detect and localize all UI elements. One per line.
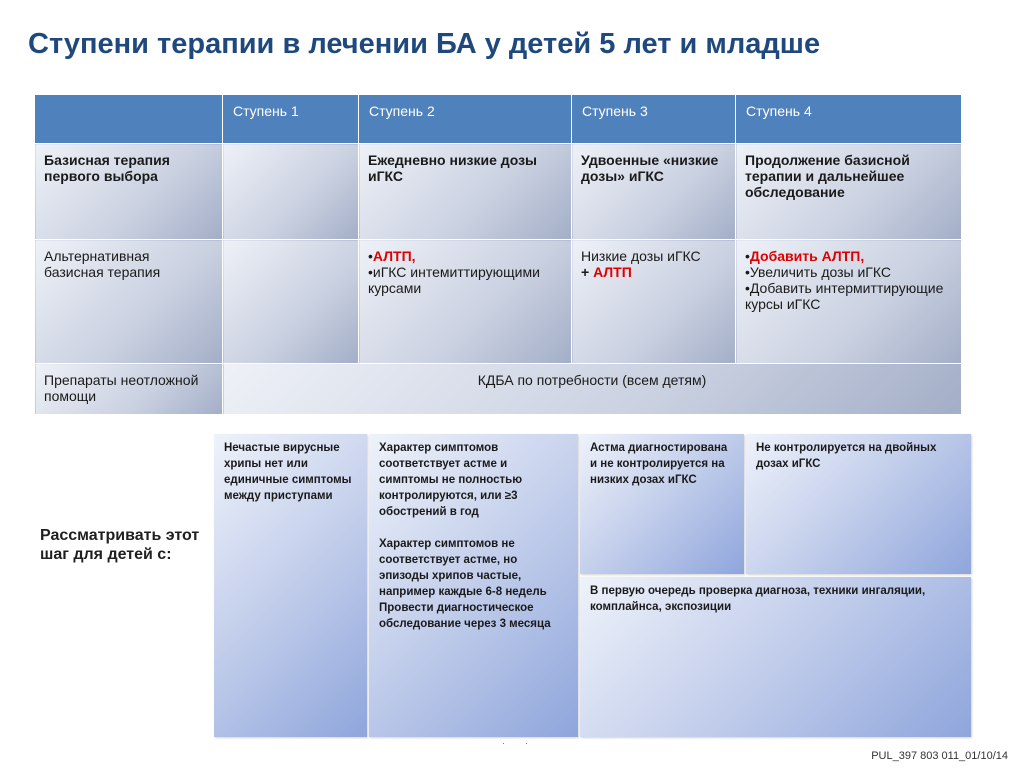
footer-code: PUL_397 803 011_01/10/14 bbox=[871, 750, 1008, 762]
step3-altp-text: АЛТП bbox=[593, 264, 632, 280]
row2-step1-cell bbox=[223, 240, 359, 364]
step3-plus-sign: + bbox=[581, 264, 594, 280]
table-row bbox=[35, 240, 962, 364]
row1-step2-cell: Ежедневно низкие дозы иГКС bbox=[359, 144, 572, 240]
consider-step2-text-b: Характер симптомов не соответствует астме, но эпизоды хрипов частые, например каждые 6-8 недель Провести диагностическое обследование через 3 месяца bbox=[379, 538, 551, 630]
header-step-3: Ступень 3 bbox=[572, 95, 736, 144]
consider-step-label: Рассматривать этот шаг для детей с: bbox=[40, 527, 200, 563]
page-title: Ступени терапии в лечении БА у детей 5 лет и младше bbox=[28, 28, 821, 60]
row-label-alternative: Альтернативная базисная терапия bbox=[35, 240, 223, 364]
header-step-2: Ступень 2 bbox=[359, 95, 572, 144]
consider-step4-box bbox=[746, 434, 971, 574]
step4-add-altp-text: Добавить АЛТП, bbox=[749, 248, 865, 264]
row3-kdba-cell: КДБА по потребности (всем детям) bbox=[223, 364, 962, 415]
header-step-4: Ступень 4 bbox=[736, 95, 962, 144]
table-row bbox=[35, 364, 962, 415]
first-check-box bbox=[580, 577, 971, 737]
consider-step3-text: Астма диагностирована и не контролируется на низких дозах иГКС bbox=[590, 442, 728, 486]
row1-step1-cell bbox=[223, 144, 359, 240]
table-header-row bbox=[35, 95, 962, 144]
consider-step2-box bbox=[369, 434, 578, 737]
consider-step1-text: Нечастые вирусные хрипы нет или единичные симптомы между приступами bbox=[224, 442, 352, 502]
row2-step2-cell bbox=[359, 240, 572, 364]
header-step-1: Ступень 1 bbox=[223, 95, 359, 144]
therapy-steps-table bbox=[34, 94, 962, 415]
step3-low-dose-text: Низкие дозы иГКС bbox=[581, 248, 701, 264]
step2-igks-text: иГКС интемиттирующими курсами bbox=[368, 264, 540, 296]
consider-step3-box bbox=[580, 434, 744, 574]
row-label-emergency: Препараты неотложной помощи bbox=[35, 364, 223, 415]
row1-step3-cell: Удвоенные «низкие дозы» иГКС bbox=[572, 144, 736, 240]
header-empty bbox=[35, 95, 223, 144]
consider-step4-text: Не контролируется на двойных дозах иГКС bbox=[756, 442, 937, 470]
first-check-text: В первую очередь проверка диагноза, техники ингаляции, комплайнса, экспозиции bbox=[590, 585, 926, 613]
step4-increase-dose-text: Увеличить дозы иГКС bbox=[749, 264, 891, 280]
consider-step1-box bbox=[214, 434, 367, 737]
row2-step3-cell bbox=[572, 240, 736, 364]
row-label-first-choice: Базисная терапия первого выбора bbox=[35, 144, 223, 240]
step4-add-courses-text: Добавить интермиттирующие курсы иГКС bbox=[745, 280, 944, 312]
step2-altp-text: АЛТП, bbox=[372, 248, 416, 264]
row2-step4-cell bbox=[736, 240, 962, 364]
row1-step4-cell: Продолжение базисной терапии и дальнейшее обследование bbox=[736, 144, 962, 240]
consider-step2-text-a: Характер симптомов соответствует астме и симптомы не полностью контролируются, или ≥3 обострений в год bbox=[379, 442, 523, 518]
table-row bbox=[35, 144, 962, 240]
decorative-dots: · · bbox=[502, 738, 528, 748]
